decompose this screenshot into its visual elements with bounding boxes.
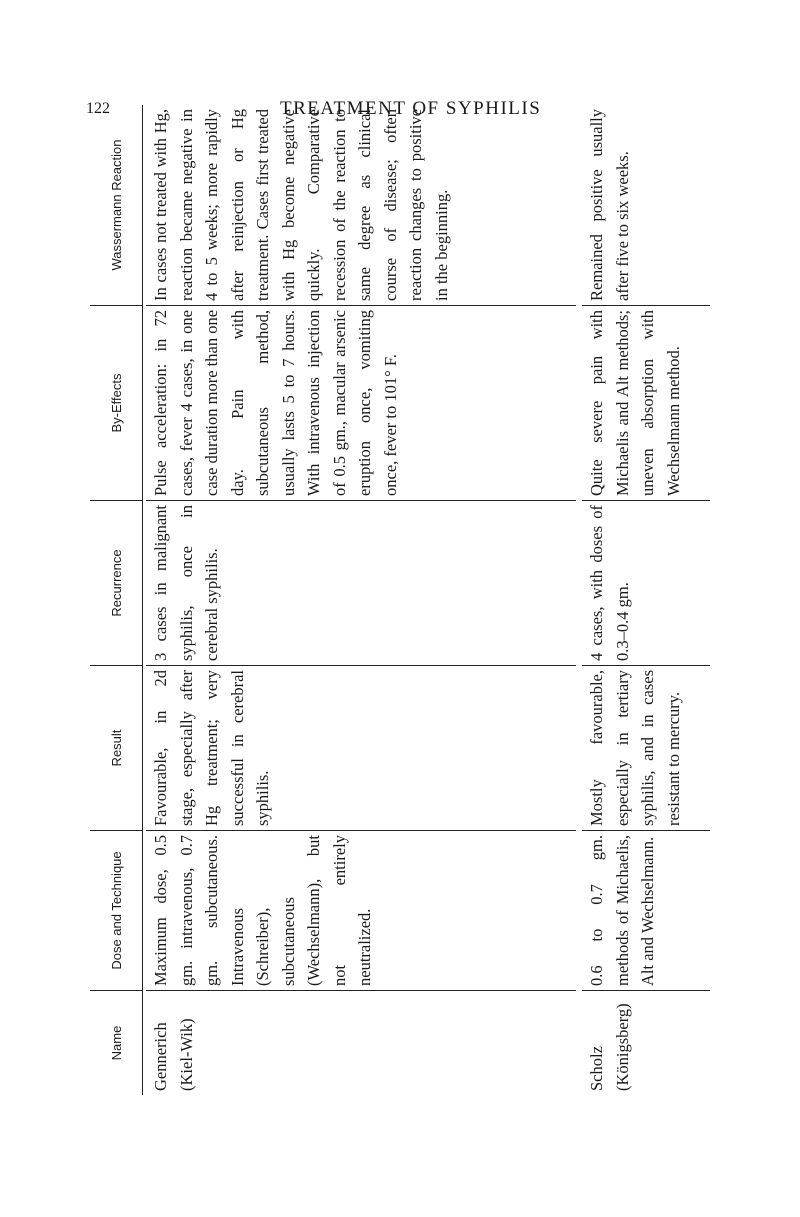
cell-by-effects: Pulse acceleration: in 72 cases, fever 4 cases, in one case duration more than one day. Pain with subcutaneous method, usually lasts 5 to 7 hours. With intravenous injection of 0.5 gm., macular arsenic eruption once, vomiting once, fever to 101° F. bbox=[146, 305, 576, 500]
cell-recurrence: 4 cases, with doses of 0.3–0.4 gm. bbox=[582, 500, 710, 665]
cell-wassermann: Remained positive usually after five to six weeks. bbox=[587, 109, 632, 301]
table-header-row bbox=[90, 105, 143, 1095]
header-wassermann-reaction: Wassermann Reaction bbox=[108, 139, 124, 271]
page-number: 122 bbox=[86, 100, 110, 117]
cell-dose: Maximum dose, 0.5 gm. intravenous, 0.7 gm. subcutaneous. Intravenous (Schreiber), subcutaneous (Wechselmann), but not entirely neutralized. bbox=[146, 830, 576, 990]
cell-name: Scholz (Königsberg) bbox=[582, 990, 710, 1095]
table-row bbox=[146, 105, 576, 1095]
cell-wassermann: In cases not treated with Hg, reaction became negative in 4 to 5 weeks; more rapidly after reinjection or Hg treatment. Cases first treated with Hg become negative quickly. Comparative recession of the reaction to same degree as clinical course of disease; often reaction changes to positive in the beginning. bbox=[151, 109, 451, 301]
syphilis-treatment-table bbox=[90, 105, 710, 1095]
header-result: Result bbox=[90, 665, 142, 830]
cell-result: Mostly favourable, especially in tertiary syphilis, and in cases resistant to mercury. bbox=[582, 665, 710, 830]
header-name: Name bbox=[90, 990, 142, 1095]
cell-recurrence: 3 cases in malignant syphilis, once in cerebral syphilis. bbox=[146, 500, 576, 665]
table-row bbox=[582, 105, 710, 1095]
cell-name: Gennerich (Kiel-Wik) bbox=[146, 990, 576, 1095]
cell-result: Favourable, in 2d stage, especially after Hg treatment; very successful in cerebral syphilis. bbox=[146, 665, 576, 830]
running-head: TREATMENT OF SYPHILIS bbox=[280, 98, 542, 119]
header-by-effects: By-Effects bbox=[90, 305, 142, 500]
header-recurrence: Recurrence bbox=[90, 500, 142, 665]
cell-by-effects: Quite severe pain with Michaelis and Alt methods; uneven absorption with Wechselmann method. bbox=[582, 305, 710, 500]
cell-dose: 0.6 to 0.7 gm. methods of Michaelis, Alt and Wechselmann. bbox=[582, 830, 710, 990]
header-dose-and-technique: Dose and Technique bbox=[90, 830, 142, 990]
